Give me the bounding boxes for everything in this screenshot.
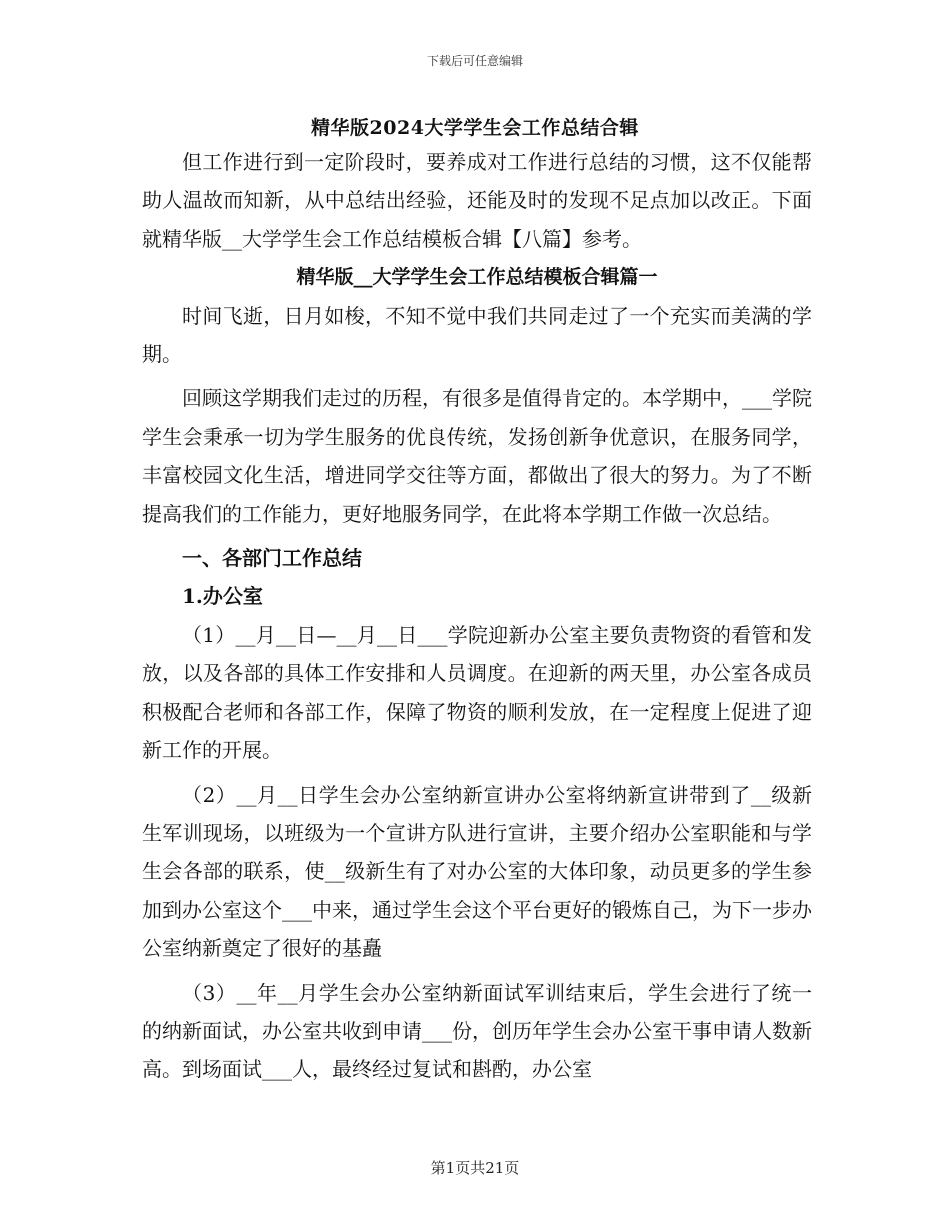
section-heading: 一、各部门工作总结 xyxy=(182,546,362,571)
list-item: （2）__月__日学生会办公室纳新宣讲办公室将纳新宣讲带到了__级新生军训现场，以班级为一个宣讲方队进行宣讲，主要介绍办公室职能和与学生会各部的联系，使__级新生有了对办公室的大体印象，动员更多的学生参加到办公室这个___中来，通过学生会这个平台更好的锻炼自己，为下一步办公室纳新奠定了很好的基矗 xyxy=(142,782,812,961)
document-body xyxy=(142,143,812,1089)
document-title: 精华版2024大学学生会工作总结合辑 xyxy=(311,117,639,139)
intro-paragraph: 但工作进行到一定阶段时，要养成对工作进行总结的习惯，这不仅能帮助人温故而知新，从中总结出经验，还能及时的发现不足点加以改正。下面就精华版__大学学生会工作总结模板合辑【八篇】参考。 xyxy=(142,150,812,251)
page-number: 第1页共21页 xyxy=(430,1159,520,1177)
section-title: 精华版__大学学生会工作总结模板合辑篇一 xyxy=(296,266,658,289)
paragraph: 回顾这学期我们走过的历程，有很多是值得肯定的。本学期中，___学院学生会秉承一切为学生服务的优良传统，发扬创新争优意识，在服务同学，丰富校园文化生活，增进同学交往等方面，都做出了很大的努力。为了不断提高我们的工作能力，更好地服务同学，在此将本学期工作做一次总结。 xyxy=(142,386,812,526)
list-item: （3）__年__月学生会办公室纳新面试军训结束后，学生会进行了统一的纳新面试，办公室共收到申请___份，创历年学生会办公室干事申请人数新高。到场面试___人，最终经过复试和斟酌，办公室 xyxy=(142,980,812,1082)
page-header-note: 下载后可任意编辑 xyxy=(426,54,523,68)
list-item: （1）__月__日—__月__日___学院迎新办公室主要负责物资的看管和发放，以及各部的具体工作安排和人员调度。在迎新的两天里，办公室各成员积极配合老师和各部工作，保障了物资的顺利发放，在一定程度上促进了迎新工作的开展。 xyxy=(142,622,812,763)
subsection-heading: 1.办公室 xyxy=(182,584,263,609)
paragraph: 时间飞逝，日月如梭，不知不觉中我们共同走过了一个充实而美满的学期。 xyxy=(142,303,812,367)
